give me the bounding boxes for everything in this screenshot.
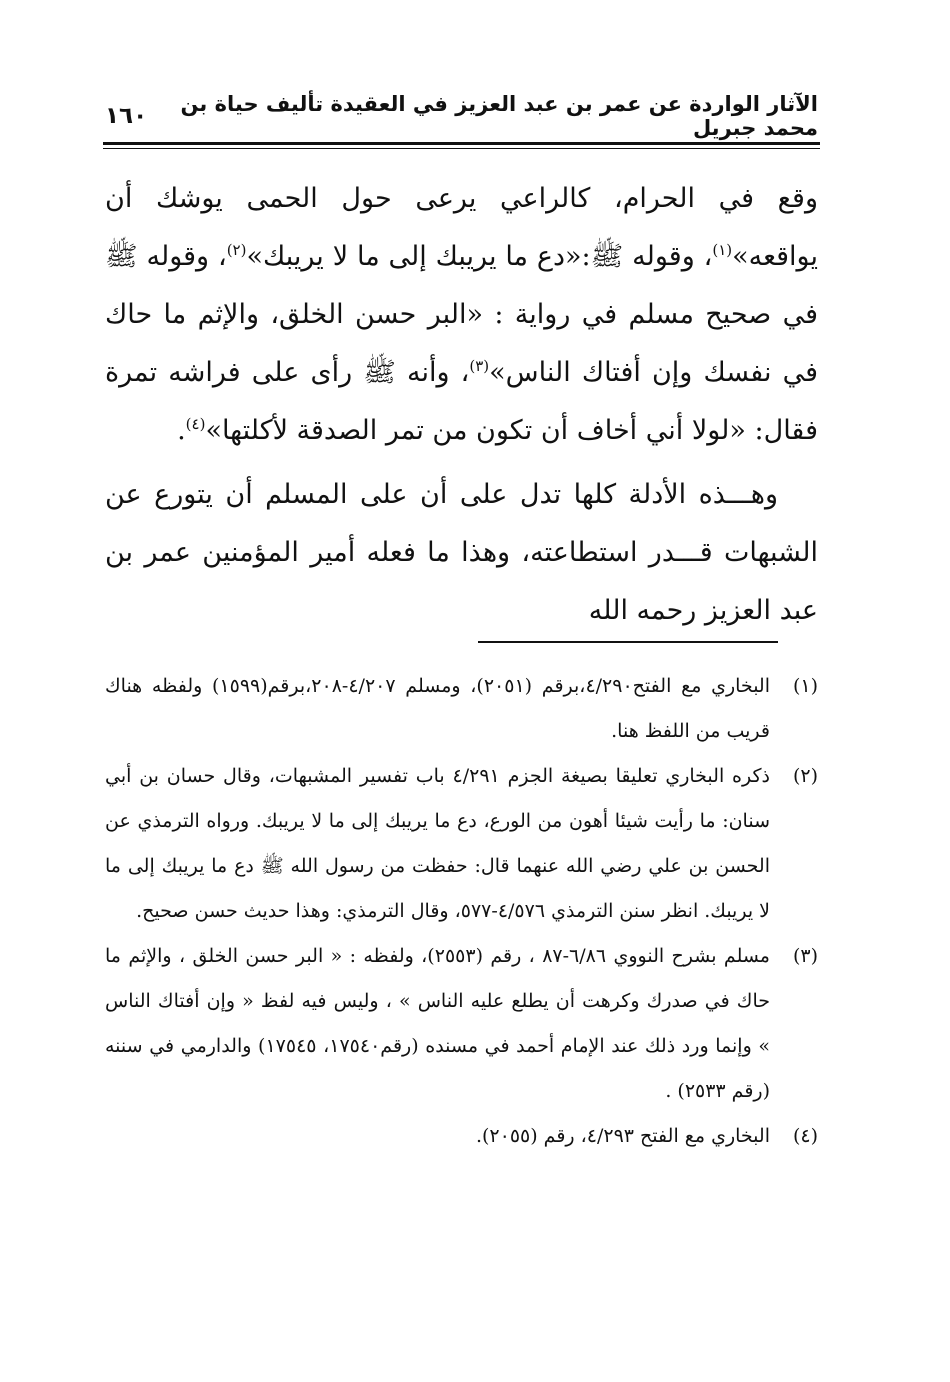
footnote-ref-3: (٣)	[469, 357, 490, 375]
footnote-number: (١)	[792, 675, 818, 697]
running-header	[105, 92, 818, 140]
footnote-ref-2: (٢)	[226, 241, 247, 259]
footnote-3	[105, 934, 818, 1114]
header-title: الآثار الواردة عن عمر بن عبد العزيز في العقيدة تأليف حياة بن محمد جبريل	[180, 92, 818, 140]
footnote-text: البخاري مع الفتح٤/٢٩٠،برقم (٢٠٥١)، ومسلم ٤/٢٠٧-٢٠٨،برقم(١٥٩٩) ولفظه هناك قريب من اللفظ هنا.	[105, 675, 770, 742]
footnote-text: مسلم بشرح النووي ٦/٨٦-٨٧ ، رقم (٢٥٥٣)، ولفظه : « البر حسن الخلق ، والإثم ما حاك في صدرك وكرهت أن يطلع عليه الناس » ، وليس فيه لفظ « وإن أفتاك الناس » وإنما ورد ذلك عند الإمام أحمد في مسنده (رقم١٧٥٤٠، ١٧٥٤٥) والدارمي في سننه (رقم ٢٥٣٣) .	[105, 945, 771, 1102]
footnote-ref-1: (١)	[712, 241, 733, 259]
paragraph-1-part-3: ، وقوله ﷺ في صحيح مسلم في رواية : «البر حسن الخلق، والإثم ما حاك في نفسك وإن أفتاك الناس»	[105, 241, 818, 388]
footnote-4	[105, 1114, 818, 1159]
footnote-text: البخاري مع الفتح ٤/٢٩٣، رقم (٢٠٥٥).	[475, 1125, 770, 1147]
footnote-1	[105, 664, 818, 754]
paragraph-1-part-5: .	[177, 415, 186, 446]
paragraph-1	[105, 170, 818, 460]
paragraph-1-part-1: وقع في الحرام، كالراعي يرعى حول الحمى يوشك أن يواقعه»	[105, 183, 819, 272]
paragraph-2: وهـــذه الأدلة كلها تدل على أن على المسلم أن يتورع عن الشبهات قـــدر استطاعته، وهذا ما فعله أمير المؤمنين عمر بن عبد العزيز رحمه الله	[105, 479, 818, 626]
header-rule-thin	[103, 148, 820, 149]
footnote-number: (٢)	[792, 765, 818, 787]
footnote-ref-4: (٤)	[185, 415, 206, 433]
footnote-separator	[478, 641, 778, 643]
footnote-2	[105, 754, 818, 934]
header-rule	[103, 142, 820, 145]
footnotes	[105, 664, 818, 1159]
footnote-text: ذكره البخاري تعليقا بصيغة الجزم ٤/٢٩١ باب تفسير المشبهات، وقال حسان بن أبي سنان: ما رأيت شيئا أهون من الورع، دع ما يريبك إلى ما لا يريبك. ورواه الترمذي عن الحسن بن علي رضي الله عنهما قال: حفظت من رسول الله ﷺ دع ما يريبك إلى ما لا يريبك. انظر سنن الترمذي ٤/٥٧٦-٥٧٧، وقال الترمذي: وهذا حديث حسن صحيح.	[105, 765, 770, 922]
page-number: ١٦٠	[105, 103, 148, 129]
main-text	[105, 170, 818, 640]
paragraph-1-part-2: ، وقوله ﷺ:«دع ما يريبك إلى ما لا يريبك»	[246, 241, 713, 272]
paragraph-1-part-4: ، وأنه ﷺ رأى على فراشه تمرة فقال: «لولا أني أخاف أن تكون من تمر الصدقة لأكلتها»	[105, 357, 818, 446]
footnote-number: (٣)	[792, 945, 818, 967]
footnote-number: (٤)	[792, 1125, 818, 1147]
